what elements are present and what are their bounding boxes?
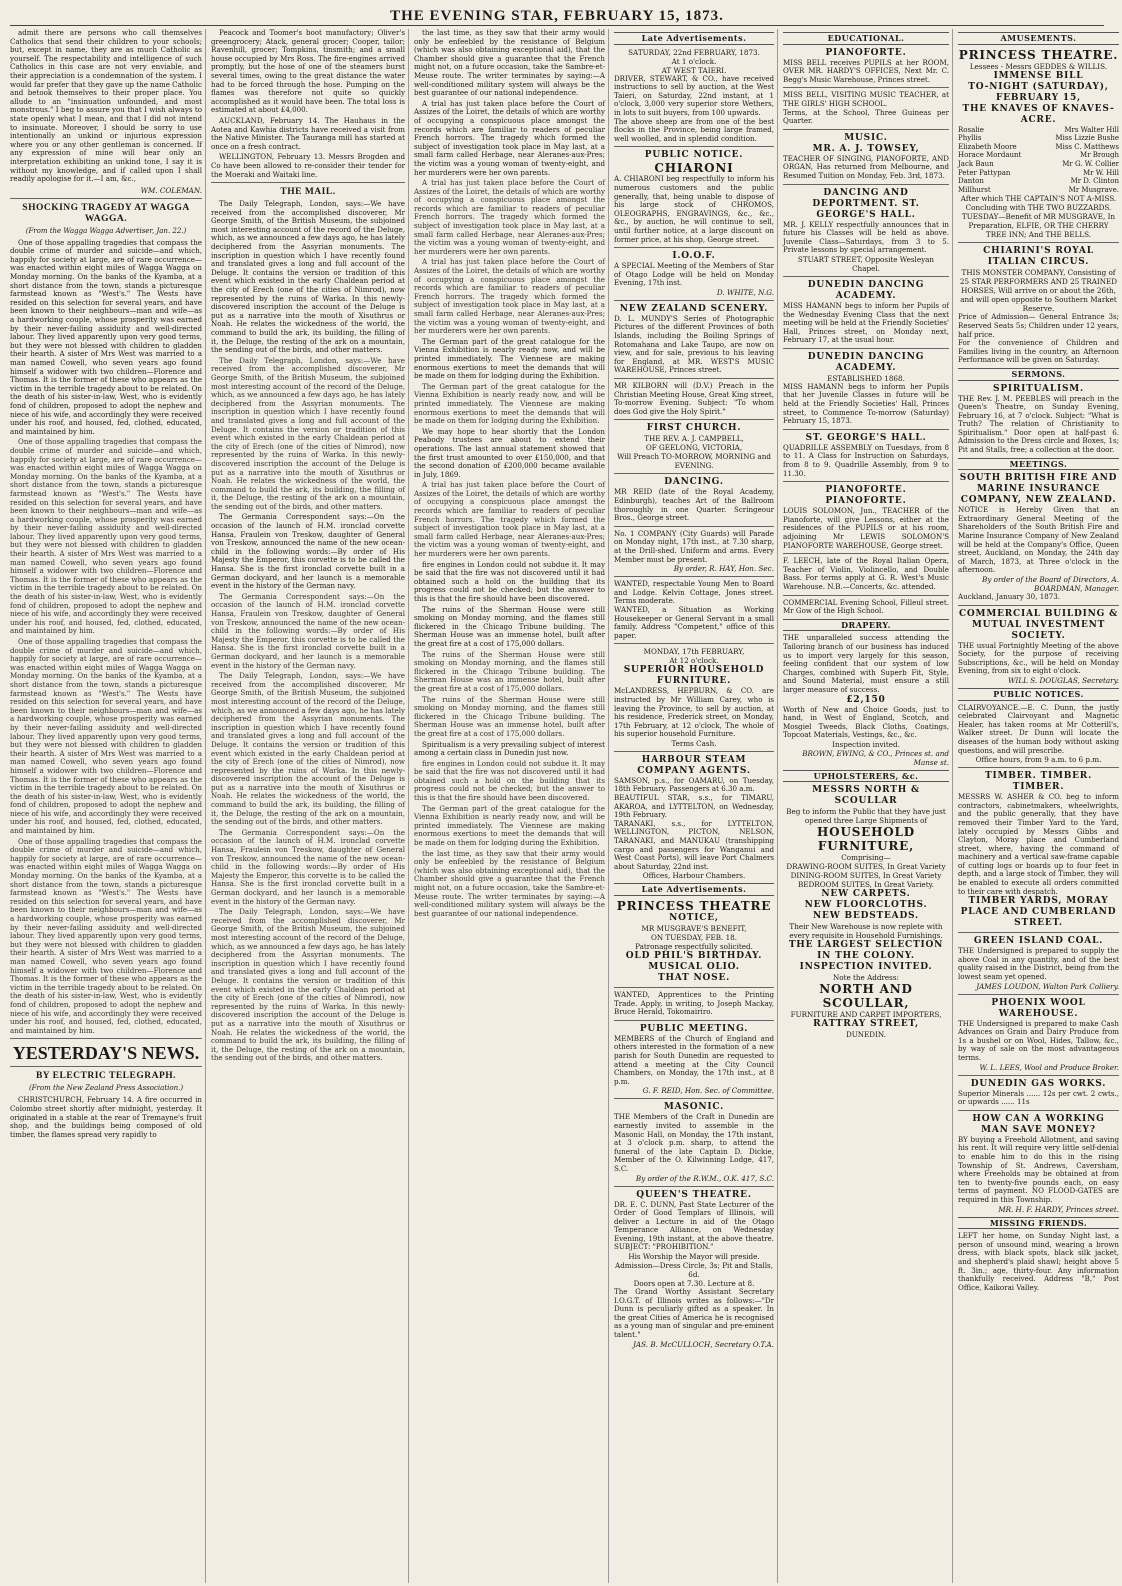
fire-insurance-body: fire engines in London could not subdue it. It may be said that the fire was not discovered until it had obtained such a hold on the building that its progress could not be checked; but the answer to this is that the fire should have been discovered. xyxy=(414,559,605,603)
cast-row xyxy=(958,134,1119,143)
cast-actor: Mr G. W. Collier xyxy=(1062,159,1119,168)
divider xyxy=(783,348,949,349)
yesterdays-news-headline: YESTERDAY'S NEWS. xyxy=(12,1043,200,1064)
cast-role: Elizabeth Moore xyxy=(958,142,1017,151)
spiritualism-note: Spiritualism is a very prevailing subject of interest among a certain class in Dunedin just now. xyxy=(414,739,605,758)
tragedy-body-cont: One of those appalling tragedies that compass the double crime of murder and suicide—and which, happily for society at large, are of rare occurrence—was enacted within eight miles of Wagga Wagga on Monday morning. On the banks of the Kyamba, at a short distance from the town, stands a picturesque farmstead known as "West's." The Wests have resided on this selection for several years, and have been known to their neighbours—man and wife—as a hardworking couple, whose prosperity was earned by their never-failing assiduity and well-directed labour. They lived apparently upon very good terms, but they were not blessed with children to gladden their hearth. A sister of Mrs West was married to a man named Cowell, who seven years ago found himself a widower with two children—Florence and Thomas. It is the former of these who appears as the victim in the terrible tragedy about to be related. On the death of his sister-in-law, West, who is evidently fond of children, proposed to adopt the nephew and niece of his wife, and accordingly they were received under his roof, and housed, fed, clothed, educated, and maintained by him. xyxy=(10,437,202,636)
spiritualism-ad: SPIRITUALISM. THE Rev. J. M. PEEBLES will preach in the Queen's Theatre, on Sunday Evening, February 16, at 7 o'clock. Subject: "What is Truth? The relation of Christianity to Spiritualism." Door open at half-past 6. Admission to the Dress circle and Boxes, 1s; Pit and Stalls, free; a collection at the door. xyxy=(958,383,1119,455)
mail-more-cont: The Germania Correspondent says:—On the occasion of the launch of H.M. ironclad corvette Hansa, Fraulein von Treskow, daughter of General von Treskow, announced the name of the new ocean-child in the following words:—By order of His Majesty the Emperor, this corvette is to be called the Hansa. She is the first ironclad corvette built in a German dockyard, and her launch is a memorable event in the history of the German navy. xyxy=(211,591,405,670)
circus-ad: CHIARINI'S ROYAL ITALIAN CIRCUS. THIS MONSTER COMPANY, Consisting of 25 STAR PERFORMERS AND 25 TRAINED HORSES, Will arrive on or about the 26th, and will open opposite to Southern Market Reserve. Price of Admission— General Entrance 3s; Reserved Seats 5s; Children under 12 years, half price. For the convenience of Children and Families living in the country, an Afternoon Performance will be given on Saturday. xyxy=(958,246,1119,365)
missing-friends-header: MISSING FRIENDS. xyxy=(958,1217,1119,1230)
princess-benefit-ad: PRINCESS THEATRE NOTICE, MR MUSGRAVE'S BENEFIT, ON TUESDAY, FEB. 18. Patronage respectfully solicited. OLD PHIL'S BIRTHDAY. MUSICAL OLIO. THAT NOSE. xyxy=(616,899,772,983)
divider xyxy=(783,87,949,88)
bell-ad: PIANOFORTE. MISS BELL receives PUPILS at her ROOM, OVER MR. HARDY'S OFFICES, Next Mr. C. Begg's Music Warehouse, Princes street. xyxy=(783,47,949,84)
commercial-school-ad: COMMERCIAL Evening School, Filleul street. Mr Gow of the High School. xyxy=(783,597,949,616)
divider xyxy=(10,1038,202,1039)
mail-more: The Germania Correspondent says:—On the occasion of the launch of H.M. ironclad corvette Hansa, Fraulein von Treskow, daughter of General von Treskow, announced the name of the new ocean-child in the following words:—By order of His Majesty the Emperor, this corvette is to be called the Hansa. She is the first ironclad corvette built in a German dockyard, and her launch is a memorable event in the history of the German navy. xyxy=(211,512,405,591)
divider xyxy=(783,481,949,482)
cast-actor: Mrs Walter Hill xyxy=(1064,125,1119,134)
public-notices-header: PUBLIC NOTICES. xyxy=(958,688,1119,701)
divider xyxy=(614,751,774,752)
column-6 xyxy=(958,29,1122,1583)
divider xyxy=(614,576,774,577)
missing-person-ad: LEFT her home, on Sunday Night last, a person of unsound mind, wearing a brown dress, with black spots, black silk jacket, and shepherd's plaid shawl; height above 5 ft. 3in.; age, thirty-four. Any information thankfully received. Address "B," Post Office, Kaikorai Valley. xyxy=(958,1231,1119,1292)
chicago-body-cont-2: The ruins of the Sherman House were still smoking on Monday morning, and the flames still flickered in the Chicago Tribune building. The Sherman House was an immense hotel, built after the great fire at a cost of 175,000 dollars. xyxy=(414,694,605,738)
towsey-ad: MUSIC. MR. A. J. TOWSEY, TEACHER OF SINGING, PIANOFORTE, AND ORGAN, Has returned from Melbourne, and Resumed Tuition on Monday, Feb. 3rd, 1873. xyxy=(783,132,949,180)
cast-row xyxy=(958,186,1119,195)
divider xyxy=(783,429,949,430)
apprentices-ad: WANTED, Apprentices to the Printing Trade. Apply, in writing, to Joseph Mackay, Bruce Herald, Tokomairiro. xyxy=(614,990,774,1017)
masthead: THE EVENING STAR, FEBRUARY 15, 1873. xyxy=(10,6,1104,26)
working-man-ad: HOW CAN A WORKING MAN SAVE MONEY? BY buying a Freehold Allotment, and saving his rent. It will require very little self-denial to enable him to do this in the rising Township of St. Andrews, Caversham, where Freeholds may be obtained at from ten to twenty-five pounds each, on easy terms of payment. NO FLOOD-GATES are required in this Township. MR. H. F. HARDY, Princes street. xyxy=(958,1113,1119,1214)
chicago-body: The ruins of the Sherman House were still smoking on Monday morning, and the flames still flickered in the Chicago Tribune building. The Sherman House was an immense hotel, built after the great fire at a cost of 175,000 dollars. xyxy=(414,604,605,648)
trial-body-cont-2: A trial has just taken place before the Court of Assizes of the Loiret, the details of which are worthy of occupying a conspicuous place amongst the records which are familiar to readers of peculiar French horrors. The tragedy which formed the subject of investigation took place in May last, at a small farm called Herbage, near Aleranes-aux-Pres; the victim was a young woman of twenty-eight, and her murderers were her own parents. xyxy=(414,257,605,336)
divider xyxy=(614,526,774,527)
column-3 xyxy=(414,29,609,1583)
divider xyxy=(783,553,949,554)
divider xyxy=(614,378,774,379)
divider xyxy=(614,419,774,420)
tragedy-headline: SHOCKING TRAGEDY AT WAGGA WAGGA. xyxy=(22,202,190,224)
divider xyxy=(783,129,949,130)
church-ad: FIRST CHURCH. THE REV. A. J. CAMPBELL, OF GEELONG, VICTORIA, Will Preach TO-MORROW, MORNING and EVENING. xyxy=(617,423,771,471)
divider xyxy=(614,473,774,474)
divider xyxy=(958,605,1119,606)
cast-actor: Mr Musgrave. xyxy=(1068,185,1119,194)
cast-role: Jack Baun xyxy=(958,159,994,168)
wanted-ads: WANTED, respectable Young Men to Board and Lodge. Kelvin Cottage, Jones street. Terms moderate. WANTED, a Situation as Working Housekeeper or General Servant in a small family. Address "Competent," office of this paper. xyxy=(614,579,774,640)
late-ads-header: Late Advertisements. xyxy=(614,32,774,45)
meetings-header: MEETINGS. xyxy=(958,458,1119,471)
tragedy-source: (From the Wagga Wagga Advertiser, Jan. 22.) xyxy=(25,226,187,235)
amusements-header: AMUSEMENTS. xyxy=(958,32,1119,45)
leech-ad: F. LEECH, late of the Royal Italian Opera, Teacher of Violin, Violincello, and Double Bass. For terms apply at G. R. West's Music Warehouse. N.B.—Concerts, &c. attended. xyxy=(783,556,949,591)
cast-row xyxy=(958,160,1119,169)
tragedy-body-cont-2: One of those appalling tragedies that compass the double crime of murder and suicide—and which, happily for society at large, are of rare occurrence—was enacted within eight miles of Wagga Wagga on Monday morning. On the banks of the Kyamba, at a short distance from the town, stands a picturesque farmstead known as "West's." The Wests have resided on this selection for several years, and have been known to their neighbours—man and wife—as a hardworking couple, whose prosperity was earned by their never-failing assiduity and well-directed labour. They lived apparently upon very good terms, but they were not blessed with children to gladden their hearth. A sister of Mrs West was married to a man named Cowell, who seven years ago found himself a widower with two children—Florence and Thomas. It is the former of these who appears as the victim in the terrible tragedy about to be related. On the death of his sister-in-law, West, who is evidently fond of children, proposed to adopt the nephew and niece of his wife, and accordingly they were received under his roof, and housed, fed, clothed, educated, and maintained by him. xyxy=(10,637,202,836)
divider xyxy=(958,1110,1119,1111)
divider xyxy=(614,1020,774,1021)
divider xyxy=(614,247,774,248)
georges-hall-ad: ST. GEORGE'S HALL. QUADRILLE ASSEMBLY on Tuesdays, from 8 to 11. A Class for Instruction on Saturdays, from 8 to 9. Quadrille Assembly, from 9 to 11.30. xyxy=(783,432,949,478)
chiaroni-ad: PUBLIC NOTICE. CHIARONI A. CHIARONI beg respectfully to inform his numerous customers and the public generally, that, being unable to dispose of his large stock of CHROMOS, OLEOGRAPHS, ENGRAVINGS, &c., &c., &c., by auction, he will continue to sell, until further notice, at a large discount on former price, at his shop, George street. xyxy=(614,150,774,244)
cast-role: Millhurst xyxy=(958,185,991,194)
divider xyxy=(10,198,202,199)
clairvoyance-ad: CLAIRVOYANCE.—E. C. Dunn, the justly celebrated Clairvoyant and Magnetic Healer, has taken rooms at Mr Cotterill's, Walker street. Dr Dunn will locate the diseases of the human body without asking questions, and will prescribe. Office hours, from 9 a.m. to 6 p.m. xyxy=(958,702,1119,765)
guards-ad: No. 1 COMPANY (City Guards) will Parade on Monday night, 17th inst., at 7.30 sharp, at the Drill-shed. Uniform and arms. Every Member must be present. By order, R. HAY, Hon. Sec. xyxy=(614,528,774,574)
divider xyxy=(958,932,1119,933)
divider xyxy=(10,1066,202,1067)
divider xyxy=(958,1075,1119,1076)
cast-role: Rosalie xyxy=(958,125,984,134)
column-2 xyxy=(211,29,409,1583)
furniture-sale-ad: MONDAY, 17th FEBRUARY, At 12 o'clock. SUPERIOR HOUSEHOLD FURNITURE. McLANDRESS, HEPBURN, & CO. are instructed by Mr William Carey, who is leaving the Province, to sell by auction, at his residence, Frederick street, on Monday, 17th February, at 12 o'clock, The whole of his superior household Furniture. Terms Cash. xyxy=(614,647,774,748)
mail-body-cont-3: The Daily Telegraph, London, says:—We have received from the accomplished discoverer, Mr George Smith, of the British Museum, the subjoined most interesting account of the record of the Deluge, which, as we announced a few days ago, he has lately deciphered from the Assyrian monuments. The inscription in question which I have recently found and translated gives a long and full account of the Deluge. It contains the version or tradition of this event which existed in the early Chaldean period at the city of Erech (one of the cities of Nimrod), now represented by the ruins of Warka. In this newly-discovered inscription the account of the Deluge is put as a narrative into the mouth of Xisuthrus or Noah. He relates the wickedness of the world, the command to build the ark, its building, the filling of it, the Deluge, the resting of the ark on a mountain, the sending out of the birds, and other matters. xyxy=(211,907,405,1063)
scenery-ad: NEW ZEALAND SCENERY. D. L. MUNDY'S Series of Photographic Pictures of the different Provinces of both Islands, including the Boiling Springs of Rotomahana and Lake Taupo, are now on view, and for sale, previous to his leaving for England, at MR. WEST'S MUSIC WAREHOUSE, Princes street. xyxy=(614,303,774,375)
phoenix-ad: PHOENIX WOOL WAREHOUSE. THE Undersigned is prepared to make Cash Advances on Grain and Dairy Produce from 1s a bushel or on Wool, Hides, Tallow, &c., by way of sale on the most advantageous terms. W. L. LEES, Wool and Produce Broker. xyxy=(958,997,1119,1072)
masonic-ad: MASONIC. THE Members of the Craft in Dunedin are earnestly invited to assemble in the Masonic Hall, on Monday, the 17th instant, at 3 o'clock p.m. sharp, to attend the funeral of the late Captain D. Dickie, Member of the O. Kilwinning Lodge, 417, S.C. By order of the R.W.M., O.K. 417, S.C. xyxy=(614,1102,774,1183)
telegraph-headline: BY ELECTRIC TELEGRAPH. xyxy=(35,1071,177,1082)
drapery-ad: THE unparalleled success attending the Tailoring branch of our business has induced us to import very largely for this season, feeling confident that our system of low Charges, combined with Superb Fit, Style, and Sound Material, must ensure a still larger measure of success. £2,150 Worth of New and Choice Goods, just to hand, in West of England, Scotch, and Mosgiel Tweeds, Black Cloths, Coatings, Topcoat Materials, Vestings, &c., &c. Inspection invited. BROWN, EWING, & CO., Princes st. and Manse st. xyxy=(783,633,949,767)
cast-row xyxy=(958,169,1119,178)
public-meeting-ad: PUBLIC MEETING. MEMBERS of the Church of England and others interested in the formation of a new parish for South Dunedin are requested to attend a meeting at the City Council Chambers, on Monday, the 17th inst., at 8 p.m. G. F. REID, Hon. Sec. of Committee. xyxy=(614,1023,774,1096)
upholsterers-header: UPHOLSTERERS, &c. xyxy=(783,770,949,783)
cast-role: Peter Pattypan xyxy=(958,168,1011,177)
kilborn-ad: MR KILBORN will (D.V.) Preach in the Christian Meeting House, Great King street, To-morrow Evening. Subject: "To whom does God give the Holy Spirit." xyxy=(614,381,774,416)
belgium-body-cont: the last time, as they saw that their army would only be enfeebled by the resistance of Belgium (which was also obtaining exceptional aid), that the Chamber should give a guarantee that the French might not, on a future occasion, take the Sambre-et-Meuse route. The writer terminates by saying:—A well-conditioned military system will always be the best guarantee of our national independence. xyxy=(414,848,605,918)
mail-body-cont: The Daily Telegraph, London, says:—We have received from the accomplished discoverer, Mr George Smith, of the British Museum, the subjoined most interesting account of the record of the Deluge, which, as we announced a few days ago, he has lately deciphered from the Assyrian monuments. The inscription in question which I have recently found and translated gives a long and full account of the Deluge. It contains the version or tradition of this event which existed in the early Chaldean period at the city of Erech (one of the cities of Nimrod), now represented by the ruins of Warka. In this newly-discovered inscription the account of the Deluge is put as a narrative into the mouth of Xisuthrus or Noah. He relates the wickedness of the world, the command to build the ark, its building, the filling of it, the Deluge, the resting of the ark on a mountain, the sending out of the birds, and other matters. xyxy=(211,355,405,511)
taieri-sale-ad: SATURDAY, 22nd FEBRUARY, 1873. At 1 o'clock. AT WEST TAIERI. DRIVER, STEWART, & CO., have received instructions to sell by auction, at the West Taieri, on Saturday, 22nd instant, at 1 o'clock, 3,000 very superior store Wethers, in lots to suit buyers, from 100 upwards. The above sheep are from one of the best flocks in the Province, being large framed, well woolled, and in splendid condition. xyxy=(614,47,774,143)
cast-role: Phyllis xyxy=(958,134,982,143)
column-5 xyxy=(783,29,953,1583)
divider xyxy=(614,987,774,988)
cast-row xyxy=(958,151,1119,160)
mail-more-cont-2: The Germania Correspondent says:—On the occasion of the launch of H.M. ironclad corvette Hansa, Fraulein von Treskow, daughter of General von Treskow, announced the name of the new ocean-child in the following words:—By order of His Majesty the Emperor, this corvette is to be called the Hansa. She is the first ironclad corvette built in a German dockyard, and her launch is a memorable event in the history of the German navy. xyxy=(211,827,405,906)
mail-body: The Daily Telegraph, London, says:—We have received from the accomplished discoverer, Mr George Smith, of the British Museum, the subjoined most interesting account of the record of the Deluge, which, as we announced a few days ago, he has lately deciphered from the Assyrian monuments. The inscription in question which I have recently found and translated gives a long and full account of the Deluge. It contains the version or tradition of this event which existed in the early Chaldean period at the city of Erech (one of the cities of Nimrod), now represented by the ruins of Warka. In this newly-discovered inscription the account of the Deluge is put as a narrative into the mouth of Xisuthrus or Noah. He relates the wickedness of the world, the command to build the ark, its building, the filling of it, the Deluge, the resting of the ark on a mountain, the sending out of the birds, and other matters. xyxy=(211,199,405,355)
solomon-ad: PIANOFORTE. PIANOFORTE. LOUIS SOLOMON, Jun., TEACHER of the Pianoforte, will give Lessons, either at the residences of the PUPILS or at his room, adjoining Mr LEWIS SOLOMON'S PIANOFORTE WAREHOUSE, George street. xyxy=(783,485,949,550)
hamann-juvenile-ad: DUNEDIN DANCING ACADEMY. ESTABLISHED 1868. MISS HAMANN begs to inform her Pupils that her Juvenile Classes in future will be held at the Friendly Societies' Hall, Princes street, to Commence To-morrow (Saturday) February 15, 1873. xyxy=(783,351,949,426)
iof-ad: I.O.O.F. A SPECIAL Meeting of the Members of Star of Otago Lodge will be held on Monday Evening, 17th inst. D. WHITE, N.G. xyxy=(614,251,774,297)
divider xyxy=(614,1186,774,1187)
vienna-body: The German part of the great catalogue for the Vienna Exhibition is nearly ready now, and will be printed immediately. The Viennese are making enormous exertions to meet the demands that will be made on them for lodging during the Exhibition. xyxy=(414,336,605,381)
auckland-news: AUCKLAND, February 14. The Hauhaus in the Aotea and Kawhia districts have received a visit from the Native Minister. The Tauranga mill has started at once on a fresh contract. xyxy=(211,115,405,151)
late-ads-header-2: Late Advertisements. xyxy=(614,883,774,896)
divider xyxy=(614,300,774,301)
divider xyxy=(783,595,949,596)
cast-actor: Mr W. Hill xyxy=(1083,168,1119,177)
educational-header: EDUCATIONAL. xyxy=(783,32,949,45)
cast-actor: Miss C. Matthews xyxy=(1055,142,1119,151)
belgium-body: the last time, as they saw that their army would only be enfeebled by the resistance of Belgium (which was also obtaining exceptional aid), that the Chamber should give a guarantee that the French might not, on a future occasion, take the Sambre-et-Meuse route. The writer terminates by saying:—A well-conditioned military system will always be the best guarantee of our national independence. xyxy=(414,28,605,98)
telegraph-source: (From the New Zealand Press Association.) xyxy=(28,1084,184,1093)
telegraph-body: CHRISTCHURCH, February 14. A fire occurred in Colombo street shortly after midnight, yesterday. It originated in a stable at the rear of Tremayne's fruit shop, and the buildings being composed of old timber, the flames spread very rapidly to xyxy=(10,1095,202,1139)
princess-theatre-ad: PRINCESS THEATRE. Lessees - Messrs GEDDES & WILLIS. IMMENSE BILL TO-NIGHT (SATURDAY), FEBRUARY 15, THE KNAVES OF KNAVES-ACRE. Rosalie Mrs Walter Hill Phyllis Miss Lizzie Bushe Elizabeth Moore Miss C. Matthews Horace Mordaunt Mr Brough Jack Baun Mr G. W. Collier Peter Pattypan Mr W. Hill Danton Mr D. Clinton Millhurst Mr Musgrave. After which THE CAPTAIN'S NOT A-MISS. Concluding with THE TWO BUZZARDS. TUESDAY—Benefit of MR MUSGRAVE, In Preparation, ELFIE, OR THE CHERRY TREE INN; And THE BELLS. xyxy=(958,47,1119,240)
chicago-body-cont: The ruins of the Sherman House were still smoking on Monday morning, and the flames still flickered in the Chicago Tribune building. The Sherman House was an immense hotel, built after the great fire at a cost of 175,000 dollars. xyxy=(414,649,605,693)
wellington-news: WELLINGTON, February 13. Messrs Brogden and Co have been allowed to re-consider their tender for the Moeraki and Waitaki line. xyxy=(211,152,405,179)
column-4 xyxy=(614,29,778,1583)
hamann-ad: DUNEDIN DANCING ACADEMY. MISS HAMANN begs to inform her Pupils of the Wednesday Evening Class that the next meeting will be held at the Friendly Societies' Hall, Princes street, on Monday next, February 17, at the usual hour. xyxy=(783,279,949,345)
vienna-body-cont-2: The German part of the great catalogue for the Vienna Exhibition is nearly ready now, and will be printed immediately. The Viennese are making enormous exertions to meet the demands that will be made on them for lodging during the Exhibition. xyxy=(414,803,605,848)
divider xyxy=(783,276,949,277)
cast-row xyxy=(958,177,1119,186)
columns xyxy=(10,28,1119,1583)
cast-role: Danton xyxy=(958,177,984,186)
divider xyxy=(958,994,1119,995)
trial-body-cont-3: A trial has just taken place before the Court of Assizes of the Loiret, the details of which are worthy of occupying a conspicuous place amongst the records which are familiar to readers of peculiar French horrors. The tragedy which formed the subject of investigation took place in May last, at a small farm called Herbage, near Aleranes-aux-Pres; the victim was a young woman of twenty-eight, and her murderers were her own parents. xyxy=(414,480,605,559)
tragedy-body-cont-3: One of those appalling tragedies that compass the double crime of murder and suicide—and which, happily for society at large, are of rare occurrence—was enacted within eight miles of Wagga Wagga on Monday morning. On the banks of the Kyamba, at a short distance from the town, stands a picturesque farmstead known as "West's." The Wests have resided on this selection for several years, and have been known to their neighbours—man and wife—as a hardworking couple, whose prosperity was earned by their never-failing assiduity and well-directed labour. They lived apparently upon very good terms, but they were not blessed with children to gladden their hearth. A sister of Mrs West was married to a man named Cowell, who seven years ago found himself a widower with two children—Florence and Thomas. It is the former of these who appears as the victim in the terrible tragedy about to be related. On the death of his sister-in-law, West, who is evidently fond of children, proposed to adopt the nephew and niece of his wife, and accordingly they were received under his roof, and housed, fed, clothed, educated, and maintained by him. xyxy=(10,836,202,1035)
insurance-ad: SOUTH BRITISH FIRE AND MARINE INSURANCE COMPANY, NEW ZEALAND. NOTICE is Hereby Given that an Extraordinary General Meeting of the Shareholders of the South British Fire and Marine Insurance Company of New Zealand will be held at the Company's Office, Queen street, Auckland, on Monday, the 24th day of March, 1873, at Three o'clock in the afternoon. By order of the Board of Directors, A. BOARDMAN, Manager. Auckland, January 30, 1873. xyxy=(958,473,1119,601)
harbour-ad: HARBOUR STEAM COMPANY AGENTS. SAMSON, p.s., for OAMARU, on Tuesday, 18th February. Passengers at 6.30 a.m. BEAUTIFUL STAR, s.s., for TIMARU, AKAROA, and LYTTELTON, on Wednesday, 19th February. TARANAKI, s.s., for LYTTELTON, WELLINGTON, PICTON, NELSON, TARANAKI, and MANUKAU (transhipping cargo and passengers for Wanganui and West Coast Ports), will leave Port Chalmers about Saturday, 22nd inst. Offices, Harbour Chambers. xyxy=(614,754,774,881)
cast-actor: Miss Lizzie Bushe xyxy=(1055,134,1119,143)
fire-body: Peacock and Toomer's boot manufactory; Oliver's greengrocery; Atack, general grocer; Cooper, tailor; Ravenhill, grocer; Tompkins, tinsmith; and a small house occupied by Mrs Ross. The fire-engines arrived promptly, but the hose of one of the steamers burst several times, owing to the great distance the water had to be forced through the hose. Pumping on the flames was therefore not quite so quickly accomplished as it would have been. The total loss is estimated at about £4,000. xyxy=(211,28,405,115)
divider xyxy=(614,643,774,644)
trial-body: A trial has just taken place before the Court of Assizes of the Loiret, the details of which are worthy of occupying a conspicuous place amongst the records which are familiar to readers of peculiar French horrors. The tragedy which formed the subject of investigation took place in May last, at a small farm called Herbage, near Aleranes-aux-Pres; the victim was a young woman of twenty-eight, and her murderers were her own parents. xyxy=(414,98,605,177)
trial-body-cont: A trial has just taken place before the Court of Assizes of the Loiret, the details of which are worthy of occupying a conspicuous place amongst the records which are familiar to readers of peculiar French horrors. The tragedy which formed the subject of investigation took place in May last, at a small farm called Herbage, near Aleranes-aux-Pres; the victim was a young woman of twenty-eight, and her murderers were her own parents. xyxy=(414,178,605,256)
divider xyxy=(958,767,1119,768)
vienna-body-cont: The German part of the great catalogue for the Vienna Exhibition is nearly ready now, and will be printed immediately. The Viennese are making enormous exertions to meet the demands that will be made on them for lodging during the Exhibition. xyxy=(414,381,605,426)
cast-actor: Mr Brough xyxy=(1080,151,1119,160)
drapery-header: DRAPERY. xyxy=(783,619,949,632)
divider xyxy=(211,182,405,183)
building-society-ad: COMMERCIAL BUILDING & MUTUAL INVESTMENT SOCIETY. THE usual Fortnightly Meeting of the above Society, for the purpose of receiving Subscriptions, &c., will be held on Monday Evening, from six to eight o'clock. WILL S. DOUGLAS, Secretary. xyxy=(958,608,1119,685)
kelly-dance-ad: DANCING AND DEPORTMENT. ST. GEORGE'S HALL. MR. J. KELLY respectfully announces that in future his Classes will be held as above. Juvenile Class—Saturdays, from 3 to 5. Private lessons by special arrangement. STUART STREET, Opposite Wesleyan Chapel. xyxy=(783,187,949,273)
cast-role: Horace Mordaunt xyxy=(958,151,1022,160)
peabody-body: We may hope to hear shortly that the London Peabody trustees are about to extend their operations. The last annual statement showed that the first trust amounted to over £150,000, and that the second donation of £200,000 became available in July, 1869. xyxy=(414,426,605,479)
cast-actor: Mr D. Clinton xyxy=(1070,177,1119,186)
gas-works-ad: DUNEDIN GAS WORKS. Superior Minerals ...... 12s per cwt. 2 cwts., or upwards ...... 11s xyxy=(958,1078,1119,1107)
divider xyxy=(614,146,774,147)
bell-visiting-ad: MISS BELL, VISITING MUSIC TEACHER, at THE GIRLS' HIGH SCHOOL. Terms, at the School, Three Guineas per Quarter. xyxy=(783,90,949,126)
cast-list xyxy=(958,126,1119,195)
cast-row xyxy=(958,143,1119,152)
tragedy-body: One of those appalling tragedies that compass the double crime of murder and suicide—and which, happily for society at large, are of rare occurrence—was enacted within eight miles of Wagga Wagga on Monday morning. On the banks of the Kyamba, at a short distance from the town, stands a picturesque farmstead known as "West's." The Wests have resided on this selection for several years, and have been known to their neighbours—man and wife—as a hardworking couple, whose prosperity was earned by their never-failing assiduity and well-directed labour. They lived apparently upon very good terms, but they were not blessed with children to gladden their hearth. A sister of Mrs West was married to a man named Cowell, who seven years ago found himself a widower with two children—Florence and Thomas. It is the former of these who appears as the victim in the terrible tragedy about to be related. On the death of his sister-in-law, West, who is evidently fond of children, proposed to adopt the nephew and niece of his wife, and accordingly they were received under his roof, and housed, fed, clothed, educated, and maintained by him. xyxy=(10,237,202,436)
fire-insurance-cont: fire engines in London could not subdue it. It may be said that the fire was not discovered until it had obtained such a hold on the building that its progress could not be checked; but the answer to this is that the fire should have been discovered. xyxy=(414,758,605,803)
cast-row xyxy=(958,126,1119,135)
divider xyxy=(783,184,949,185)
mail-headline: THE MAIL. xyxy=(280,187,336,198)
north-scoullar-ad: MESSRS NORTH & SCOULLAR Beg to inform the Public that they have just opened three Large Shipments of HOUSEHOLD FURNITURE, Comprising— DRAWING-ROOM SUITES, In Great Variety DINING-ROOM SUITES, In Great Variety BEDROOM SUITES, In Great Variety. NEW CARPETS. NEW FLOORCLOTHS. NEW BEDSTEADS. Their New Warehouse is now replete with every requisite in Household Furnishings. THE LARGEST SELECTION IN THE COLONY. INSPECTION INVITED. Note the Address: NORTH AND SCOULLAR, FURNITURE AND CARPET IMPORTERS, RATTRAY STREET, DUNEDIN. xyxy=(786,785,946,1040)
letter-text: admit there are persons who call themselves Catholics that send their children to your schools; but, except in name, they are as much Catholic as yourself. The respectability and intelligence of such Catholics in this case are not very enviable, and their appreciation is a condemnation of the system. I would far prefer that they gave up the name Catholic and betook themselves to their proper place. You allude to an "insinuation unfounded, and most monstrous." I beg to assure you that I wish always to state openly what I mean, and that I did not intend to insinuate. Moreover, I should be sorry to use intentionally an unkind or injurious expression where you or any other gentleman is concerned. If any expression of mine will bear only an interpretation exhibiting an unkind tone, I say it is without my knowledge, and if called upon I shall readily apologise for it.—I am, &c., xyxy=(10,28,203,184)
coal-ad: GREEN ISLAND COAL. THE Undersigned is prepared to supply the above Coal in any quantity, and of the best quality raised in the District, being from the lowest seam yet opened. JAMES LOUDON, Walton Park Colliery. xyxy=(958,936,1119,991)
divider xyxy=(614,1098,774,1099)
letter-signature: WM. COLEMAN. xyxy=(140,185,202,195)
queens-theatre-ad: QUEEN'S THEATRE. DR. E. C. DUNN, Past State Lecturer of the Order of Good Templars of Illinois, will deliver a Lecture in aid of the Otago Temperance Alliance, on Wednesday Evening, 19th instant, at the above theatre. SUBJECT: "PROHIBITION." His Worship the Mayor will preside. Admission—Dress Circle, 3s; Pit and Stalls, 6d. Doors open at 7.30. Lecture at 8. The Grand Worthy Assistant Secretary I.O.G.T. of Illinois writes as follows:—"Dr Dunn is peculiarly gifted as a speaker. In the great Cities of America he is recognised as a young man of singular and pre-eminent talent." JAS. B. McCULLOCH, Secretary O.T.A. xyxy=(614,1189,774,1349)
sermons-header: SERMONS. xyxy=(958,368,1119,381)
timber-ad: TIMBER. TIMBER. TIMBER. MESSRS W. ASHER & CO. beg to inform contractors, cabinetmakers, wheelwrights, and the public generally, that they have removed their Timber Yard to the Yard, lately occupied by Messrs Gibbs and Clayton, Moray place and Cumberland street, where, having the command of machinery and a vertical saw-frame capable of cutting logs or boards up to four feet in depth, and a large stock of Timber, they will be enabled to execute all orders committed to their care with despatch. TIMBER YARDS, MORAY PLACE AND CUMBERLAND STREET. xyxy=(958,771,1119,929)
column-1 xyxy=(10,29,206,1583)
divider xyxy=(958,242,1119,243)
dancing-ad: DANCING. MR REID (late of the Royal Academy, Edinburgh), teaches Art of the Ballroom thoroughly in one Quarter. Scringeour Bros., George street. xyxy=(614,477,774,523)
mail-body-cont-2: The Daily Telegraph, London, says:—We have received from the accomplished discoverer, Mr George Smith, of the British Museum, the subjoined most interesting account of the record of the Deluge, which, as we announced a few days ago, he has lately deciphered from the Assyrian monuments. The inscription in question which I have recently found and translated gives a long and full account of the Deluge. It contains the version or tradition of this event which existed in the early Chaldean period at the city of Erech (one of the cities of Nimrod), now represented by the ruins of Warka. In this newly-discovered inscription the account of the Deluge is put as a narrative into the mouth of Xisuthrus or Noah. He relates the wickedness of the world, the command to build the ark, its building, the filling of it, the Deluge, the resting of the ark on a mountain, the sending out of the birds, and other matters. xyxy=(211,671,405,827)
